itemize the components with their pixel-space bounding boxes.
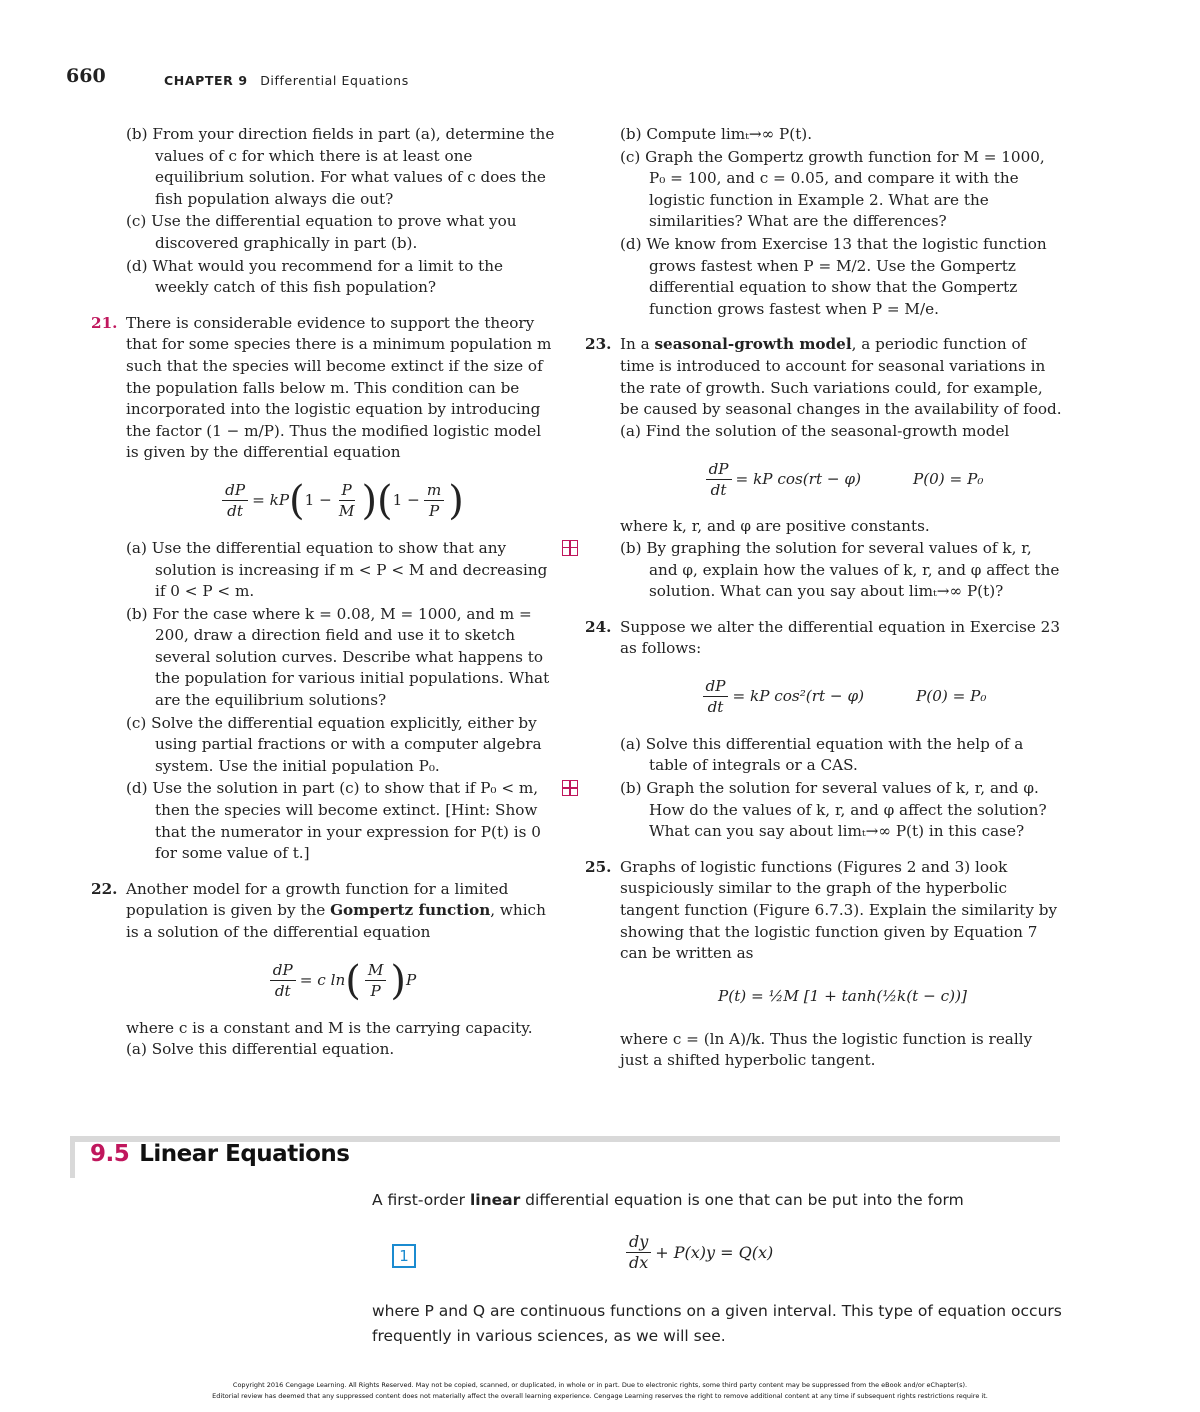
exercise-24 [585, 617, 1065, 843]
ex23-part-b: (b) By graphing the solution for several values of k, r, and φ, explain how the values of k, r, and φ affect the solution. What can you say about limₜ→∞ P(t)? [620, 538, 1060, 601]
term-seasonal-growth: seasonal-growth model [654, 335, 852, 354]
exercise-22 [91, 879, 556, 1061]
exercise-21-intro: There is considerable evidence to support the theory that for some species there is a minimum population m such that the species will become extinct if the size of the population falls below m. This condition can be incorporated into the logistic equation by introducing the factor (1 − m/P). Thus the modified logistic model is given by the differential equation [126, 313, 552, 462]
ex21-part-a: (a) Use the differential equation to show that any solution is increasing if m < P < M and decreasing if 0 < P < m. [126, 538, 548, 601]
equation-linear-form [622, 1232, 773, 1273]
exercise-25 [585, 857, 1065, 1072]
one-minus: 1 − [392, 491, 420, 510]
equation-rhs: = kP cos²(rt − φ) [732, 687, 865, 706]
copyright-line-2: Editorial review has deemed that any suppressed content does not materially affect the overall learning experience. Cengage Learning reserves the right to remove additional content at any time if subsequent rights restrictions require it. [212, 1392, 988, 1400]
initial-condition: P(0) = P₀ [916, 687, 987, 706]
exercise-21 [91, 313, 556, 865]
term-gompertz: Gompertz function [330, 901, 491, 920]
right-column [585, 124, 1065, 1072]
ex22-part-b: (b) Compute limₜ→∞ P(t). [620, 125, 813, 143]
ex21-part-c: (c) Solve the differential equation explicitly, either by using partial fractions or with a computer algebra system. Use the initial population P₀. [126, 713, 542, 775]
tanh-equation: P(t) = ½M [1 + tanh(½k(t − c))] [718, 987, 967, 1006]
section-heading-bar [70, 1136, 1060, 1178]
equation-tanh [620, 977, 1065, 1017]
equation-rhs: = kP [252, 491, 290, 510]
equation-number-badge: 1 [392, 1244, 416, 1268]
exercise-22-intro: Another model for a growth function for a limited population is given by the Gompertz function, which is a solution of the differential equation [126, 879, 546, 941]
section-intro: A first-order linear differential equation is one that can be put into the form [372, 1191, 964, 1209]
exercise-25-intro: Graphs of logistic functions (Figures 2 and 3) look suspiciously similar to the graph of the hyperbolic tangent function (Figure 6.7.3). Explain the similarity by showing that the logistic function given by Equation 7 can be written as [620, 857, 1058, 963]
ex24-part-b: (b) Graph the solution for several values of k, r, and φ. How do the values of k, r, and φ affect the solution? What can you say about limₜ→∞ P(t) in this case? [620, 779, 1047, 841]
fraction-dP-dt: $\frac{dP}{dt}$ [706, 459, 732, 500]
equation-rhs: = kP cos(rt − φ) [735, 469, 861, 488]
one-minus: 1 − [304, 491, 332, 510]
ex20-part-b: (b) From your direction fields in part (a), determine the values of c for which there is at least one equilibrium solution. For what values of c does the fish population always die out? [126, 125, 555, 208]
exercise-23-after: where k, r, and φ are positive constants. [620, 517, 930, 536]
exercise-25-after: where c = (ln A)/k. Thus the logistic function is really just a shifted hyperbolic tangent. [620, 1029, 1033, 1070]
exercise-number: 25. [585, 857, 612, 876]
ex20-part-c: (c) Use the differential equation to prove what you discovered graphically in part (b). [126, 212, 517, 252]
ex21-part-d: (d) Use the solution in part (c) to show that if P₀ < m, then the species will become extinct. [Hint: Show that the numerator in your expression for P(t) is 0 for some value of t.] [126, 779, 541, 863]
running-head [164, 70, 409, 92]
term-linear: linear [469, 1191, 521, 1209]
equation-modified-logistic: $\frac{dP}{dt}$ = kP ( 1 − $\frac{P}{M}$ )( 1 − $\frac{m}{P}$ ) [126, 476, 556, 526]
ex22-part-a: (a) Solve this differential equation. [126, 1040, 395, 1059]
section-number: 9.5 [90, 1141, 130, 1167]
fraction-dy-dx: $\frac{dy}{dx}$ [626, 1232, 651, 1273]
fraction-dP-dt: $\frac{dP}{dt}$ [222, 480, 248, 521]
section-name: Linear Equations [139, 1141, 350, 1167]
exercise-23 [585, 334, 1065, 602]
exercise-number: 24. [585, 617, 612, 636]
copyright-line-1: Copyright 2016 Cengage Learning. All Rights Reserved. May not be copied, scanned, or duplicated, in whole or in part. Due to electronic rights, some third party content may be suppressed from the eBook and/or eChapter(s). [232, 1381, 968, 1389]
initial-condition: P(0) = P₀ [913, 469, 984, 488]
ex24-part-a: (a) Solve this differential equation with the help of a table of integrals or a CAS. [620, 734, 1024, 775]
exercise-23-intro: In a seasonal-growth model, a periodic function of time is introduced to account for seasonal variations in the rate of growth. Such variations could, for example, be caused by seasonal changes in the availability of food. [620, 335, 1062, 419]
fraction-dP-dt: $\frac{dP}{dt}$ [270, 960, 296, 1001]
ex20-part-d: (d) What would you recommend for a limit to the weekly catch of this fish population? [126, 256, 504, 297]
equation-gompertz: $\frac{dP}{dt}$ = c ln ( $\frac{M}{P}$ ) P [126, 956, 556, 1006]
exercise-number: 22. [91, 879, 118, 898]
ex22-part-d: (d) We know from Exercise 13 that the logistic function grows fastest when P = M/2. Use the Gompertz differential equation to show that the Gompertz function grows fastest when P = M/e. [620, 234, 1047, 318]
exercise-22-after: where c is a constant and M is the carrying capacity. [126, 1018, 533, 1037]
exercise-number: 21. [91, 313, 118, 332]
equation-rhs: + P(x)y = Q(x) [655, 1242, 774, 1262]
fraction-P-M: $\frac{P}{M}$ [338, 481, 355, 521]
fraction-m-P: $\frac{m}{P}$ [424, 480, 444, 521]
section-after: where P and Q are continuous functions on a given interval. This type of equation occurs frequently in various sciences, as we will see. [372, 1302, 1062, 1345]
left-column [91, 124, 556, 1062]
chapter-label: CHAPTER 9 [164, 73, 248, 88]
fraction-M-P: $\frac{M}{P}$ [365, 960, 387, 1001]
graphing-calculator-icon [562, 780, 578, 796]
ex22-part-c: (c) Graph the Gompertz growth function for M = 1000, P₀ = 100, and c = 0.05, and compare it with the logistic function in Example 2. What are the similarities? What are the differences? [620, 147, 1045, 231]
equation-mid: = c ln [299, 970, 346, 989]
exercise-24-intro: Suppose we alter the differential equation in Exercise 23 as follows: [620, 617, 1060, 658]
exercise-number: 23. [585, 335, 612, 354]
page-header [66, 66, 1200, 94]
chapter-title: Differential Equations [260, 73, 409, 88]
equation-seasonal-squared [620, 672, 1065, 722]
ex23-part-a: (a) Find the solution of the seasonal-growth model [620, 421, 1010, 440]
ex21-part-b: (b) For the case where k = 0.08, M = 1000, and m = 200, draw a direction field and use it to sketch several solution curves. Describe what happens to the population for various initial populations. What are the equilibrium solutions? [126, 604, 550, 710]
section-title [90, 1141, 350, 1167]
fraction-dP-dt: $\frac{dP}{dt}$ [703, 676, 729, 717]
page-number: 660 [66, 65, 106, 87]
graphing-calculator-icon [562, 540, 578, 556]
equation-seasonal [620, 454, 1065, 504]
